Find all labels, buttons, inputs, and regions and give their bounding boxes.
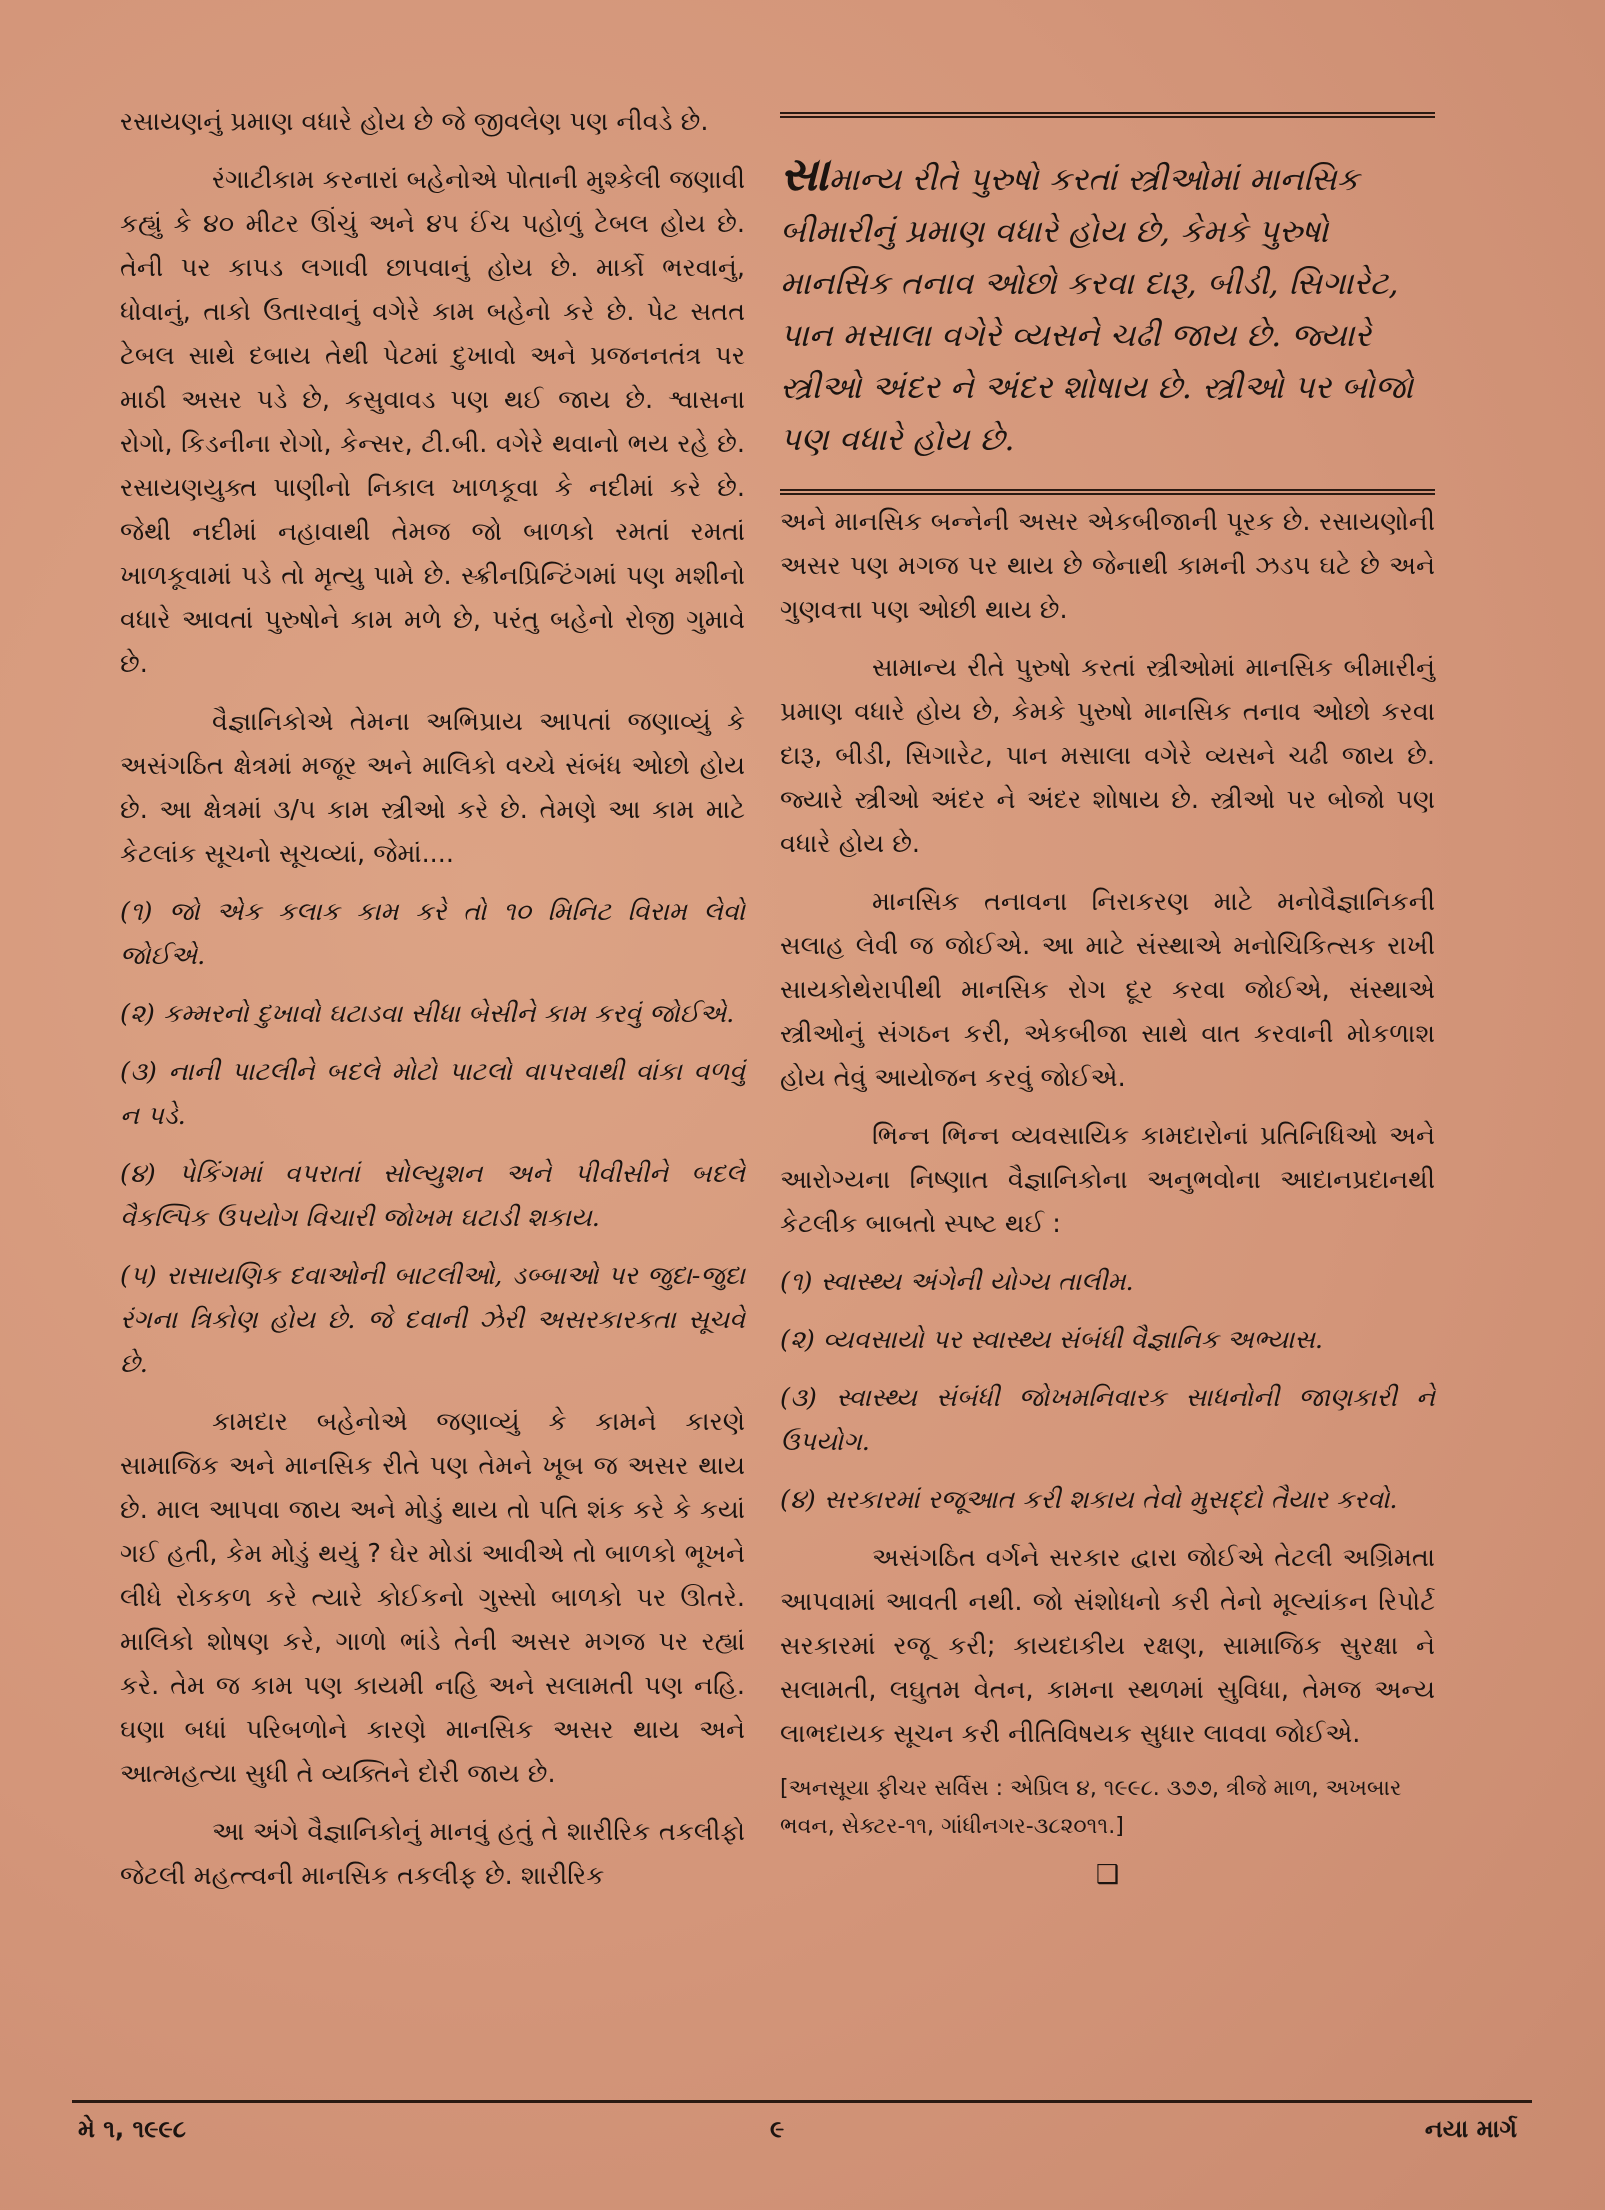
- list-item: (૧) સ્વાસ્થ્ય અંગેની યોગ્ય તાલીમ.: [780, 1267, 1134, 1297]
- pull-quote-initial: સા: [780, 147, 829, 201]
- end-mark-icon: ❑: [1095, 1860, 1120, 1890]
- paragraph: અસંગઠિત વર્ગને સરકાર દ્વારા જોઈએ તેટલી અગ્રિમતા આપવામાં આવતી નથી. જો સંશોધનો કરી તેનો મૂલ્યાંકન રિપોર્ટ સરકારમાં રજૂ કરી; કાયદાકીય રક્ષણ, સામાજિક સુરક્ષા ને સલામતી, લઘુતમ વેતન, કામના સ્થળમાં સુવિધા, તેમજ અન્ય લાભદાયક સૂચન કરી નીતિવિષયક સુધાર લાવવા જોઈએ.: [780, 1543, 1435, 1749]
- footer-divider: [72, 2100, 1532, 2103]
- list-item: (૩) નાની પાટલીને બદલે મોટો પાટલો વાપરવાથી વાંકા વળવું ન પડે.: [120, 1057, 745, 1131]
- pull-quote-body: માન્ય રીતે પુરુષો કરતાં સ્ત્રીઓમાં માનસિક બીમારીનું પ્રમાણ વધારે હોય છે, કેમકે પુરુષો માનસિક તનાવ ઓછો કરવા દારૂ, બીડી, સિગારેટ, પાન મસાલા વગેરે વ્યસને ચઢી જાય છે. જ્યારે સ્ત્રીઓ અંદર ને અંદર શોષાય છે. સ્ત્રીઓ પર બોજો પણ વધારે હોય છે.: [780, 160, 1414, 458]
- list-item: (૪) પેકિંગમાં વપરાતાં સોલ્યુશન અને પીવીસીને બદલે વૈકલ્પિક ઉપયોગ વિચારી જોખમ ઘટાડી શકાય.: [120, 1159, 745, 1233]
- source-citation: [અનસૂયા ફીચર સર્વિસ : એપ્રિલ ૪, ૧૯૯૮. ૩૭૭, ત્રીજે માળ, અખબાર ભવન, સેક્ટર-૧૧, ગાંધીનગર-૩૮૨૦૧૧.]: [780, 1776, 1402, 1839]
- right-column: [780, 500, 1435, 1890]
- footer-date: મે ૧, ૧૯૯૮: [78, 2115, 186, 2143]
- pull-quote-text: [780, 148, 1435, 465]
- paragraph: વૈજ્ઞાનિકોએ તેમના અભિપ્રાય આપતાં જણાવ્યું કે અસંગઠિત ક્ષેત્રમાં મજૂર અને માલિકો વચ્ચે સંબંધ ઓછો હોય છે. આ ક્ષેત્રમાં ૩/૫ કામ સ્ત્રીઓ કરે છે. તેમણે આ કામ માટે કેટલાંક સૂચનો સૂચવ્યાં, જેમાં....: [120, 707, 745, 869]
- journal-name: નયા માર્ગ: [1424, 2115, 1517, 2143]
- list-item: (૨) કમ્મરનો દુખાવો ઘટાડવા સીધા બેસીને કામ કરવું જોઈએ.: [120, 999, 735, 1029]
- page-number: ૯: [770, 2115, 785, 2143]
- paragraph: માનસિક તનાવના નિરાકરણ માટે મનોવૈજ્ઞાનિકની સલાહ લેવી જ જોઈએ. આ માટે સંસ્થાએ મનોચિકિત્સક રાખી સાયકોથેરાપીથી માનસિક રોગ દૂર કરવા જોઈએ, સંસ્થાએ સ્ત્રીઓનું સંગઠન કરી, એકબીજા સાથે વાત કરવાની મોકળાશ હોય તેવું આયોજન કરવું જોઈએ.: [780, 887, 1435, 1093]
- paragraph: રંગાટીકામ કરનારાં બહેનોએ પોતાની મુશ્કેલી જણાવી કહ્યું કે ૪૦ મીટર ઊંચું અને ૪૫ ઈંચ પહોળું ટેબલ હોય છે. તેની પર કાપડ લગાવી છાપવાનું હોય છે. માર્કો ભરવાનું, ધોવાનું, તાકો ઉતારવાનું વગેરે કામ બહેનો કરે છે. પેટ સતત ટેબલ સાથે દબાય તેથી પેટમાં દુખાવો અને પ્રજનનતંત્ર પર માઠી અસર પડે છે, કસુવાવડ પણ થઈ જાય છે. શ્વાસના રોગો, કિડનીના રોગો, કેન્સર, ટી.બી. વગેરે થવાનો ભય રહે છે. રસાયણયુક્ત પાણીનો નિકાલ ખાળકૂવા કે નદીમાં કરે છે. જેથી નદીમાં નહાવાથી તેમજ જો બાળકો રમતાં રમતાં ખાળકૂવામાં પડે તો મૃત્યુ પામે છે. સ્ક્રીનપ્રિન્ટિંગમાં પણ મશીનો વધારે આવતાં પુરુષોને કામ મળે છે, પરંતુ બહેનો રોજી ગુમાવે છે.: [120, 165, 745, 679]
- list-item: (૪) સરકારમાં રજૂઆત કરી શકાય તેવો મુસદ્દો તૈયાર કરવો.: [780, 1485, 1398, 1515]
- paragraph: રસાયણનું પ્રમાણ વધારે હોય છે જે જીવલેણ પણ નીવડે છે.: [120, 107, 709, 137]
- paragraph: કામદાર બહેનોએ જણાવ્યું કે કામને કારણે સામાજિક અને માનસિક રીતે પણ તેમને ખૂબ જ અસર થાય છે. માલ આપવા જાય અને મોડું થાય તો પતિ શંક કરે કે કયાં ગઈ હતી, કેમ મોડું થયું ? ઘેર મોડાં આવીએ તો બાળકો ભૂખને લીધે રોકકળ કરે ત્યારે કોઈકનો ગુસ્સો બાળકો પર ઊતરે. માલિકો શોષણ કરે, ગાળો ભાંડે તેની અસર મગજ પર રહ્યાં કરે. તેમ જ કામ પણ કાયમી નહિ અને સલામતી પણ નહિ. ઘણા બધાં પરિબળોને કારણે માનસિક અસર થાય અને આત્મહત્યા સુધી તે વ્યક્તિને દોરી જાય છે.: [120, 1407, 745, 1789]
- list-item: (૫) રાસાયણિક દવાઓની બાટલીઓ, ડબ્બાઓ પર જુદા-જુદા રંગના ત્રિકોણ હોય છે. જે દવાની ઝેરી અસરકારકતા સૂચવે છે.: [120, 1261, 745, 1379]
- pull-quote: [780, 112, 1435, 495]
- left-column: [120, 100, 745, 1912]
- list-item: (૧) જો એક કલાક કામ કરે તો ૧૦ મિનિટ વિરામ લેવો જોઈએ.: [120, 897, 745, 971]
- paragraph: સામાન્ય રીતે પુરુષો કરતાં સ્ત્રીઓમાં માનસિક બીમારીનું પ્રમાણ વધારે હોય છે, કેમકે પુરુષો માનસિક તનાવ ઓછો કરવા દારૂ, બીડી, સિગારેટ, પાન મસાલા વગેરે વ્યસને ચઢી જાય છે. જ્યારે સ્ત્રીઓ અંદર ને અંદર શોષાય છે. સ્ત્રીઓ પર બોજો પણ વધારે હોય છે.: [780, 653, 1435, 859]
- paragraph: ભિન્ન ભિન્ન વ્યવસાયિક કામદારોનાં પ્રતિનિધિઓ અને આરોગ્યના નિષ્ણાત વૈજ્ઞાનિકોના અનુભવોના આદાનપ્રદાનથી કેટલીક બાબતો સ્પષ્ટ થઈ :: [780, 1121, 1435, 1239]
- paragraph: અને માનસિક બન્નેની અસર એકબીજાની પૂરક છે. રસાયણોની અસર પણ મગજ પર થાય છે જેનાથી કામની ઝડપ ઘટે છે અને ગુણવત્તા પણ ઓછી થાય છે.: [780, 507, 1435, 625]
- paragraph: આ અંગે વૈજ્ઞાનિકોનું માનવું હતું તે શારીરિક તકલીફો જેટલી મહત્ત્વની માનસિક તકલીફ છે. શારીરિક: [120, 1817, 745, 1891]
- list-item: (૩) સ્વાસ્થ્ય સંબંધી જોખમનિવારક સાધનોની જાણકારી ને ઉપયોગ.: [780, 1383, 1435, 1457]
- list-item: (૨) વ્યવસાયો પર સ્વાસ્થ્ય સંબંધી વૈજ્ઞાનિક અભ્યાસ.: [780, 1325, 1323, 1355]
